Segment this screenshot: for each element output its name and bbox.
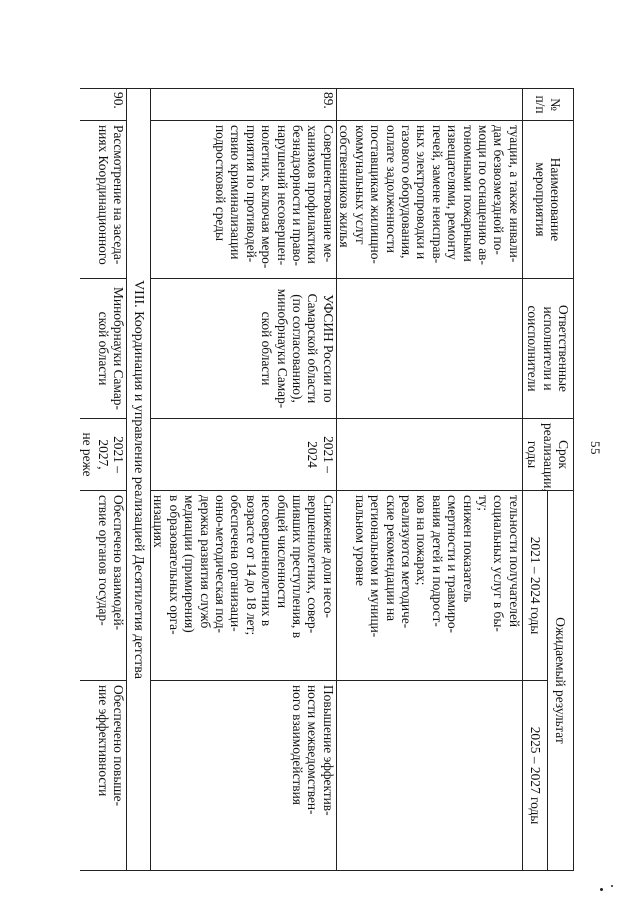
text-line: региональном и муници- [368,495,384,638]
text-line: социальных услуг в бы- [491,495,507,632]
cell-executors [80,279,127,419]
cell-name [151,121,337,279]
text-line: дам безвозмездной по- [491,125,507,255]
text-line: Рассмотрение на заседа- [111,125,127,265]
text-line: нарушений несовершен- [274,125,290,266]
page-number: 55 [588,441,603,455]
text-line: вершеннолетних, совер- [305,495,321,634]
text-line: 2021 – 2027, [95,436,127,473]
text-line: печей, замене неисправ- [429,125,445,264]
header-result: Ожидаемый результат [548,491,574,871]
header-executors: Ответственные исполнители и соисполнители [522,279,573,419]
text-line: ных электропроводки и [414,125,430,260]
text-line: оплате задолженности [383,125,399,253]
text-line: ской области [95,311,111,386]
text-line: онно-методическая под- [213,495,229,634]
cell-result-2025-2027 [151,681,337,871]
text-line: собственников жилья [337,125,353,248]
cell-executors [336,279,522,419]
cell-result-2021-2024 [151,491,337,681]
text-line: УФСИН России по [320,294,336,403]
cell-name [336,121,522,279]
text-line: несовершеннолетних в [259,495,275,627]
text-line: Обеспечено взаимодей- [111,495,127,631]
text-line: Совершенствование ме- [320,125,336,263]
document-sheet [54,88,574,870]
text-line: ков на пожарах; [414,495,430,586]
header-name: Наименование мероприятия [522,121,573,279]
header-result-2021-2024: 2021 – 2024 годы [522,491,548,681]
text-line: Минобрнауки Самар- [111,287,127,410]
cell-num: 89. [151,89,337,121]
cell-term [80,419,127,491]
cell-num [336,89,522,121]
text-line: тономными пожарными [460,125,476,262]
text-line: ту; [475,495,491,511]
cell-term: 2021 – 2024 [151,419,337,491]
section-heading-row [127,89,151,871]
text-line: ствие органов государ- [95,495,111,626]
section-title: VIII. Координация и управление реализацией Десятилетия детства [127,89,151,871]
header-result-2025-2027: 2025 – 2027 годы [522,681,548,871]
cell-name [80,121,127,279]
text-line: низациях [151,495,167,548]
text-line: Обеспечено повыше- [111,685,127,807]
text-line: коммунальных услуг [352,125,368,245]
text-line: ствию криминализации [228,125,244,260]
text-line: Снижение доли несо- [320,495,336,618]
header-num: № п/п [522,89,573,121]
text-line: ниях Координационного [95,125,111,265]
cell-term [336,419,522,491]
text-line: безнадзорности и право- [290,125,306,266]
text-line: обеспечена организаци- [228,495,244,632]
measures-table [80,88,574,871]
cell-result-2021-2024 [336,491,522,681]
cell-result-2025-2027 [336,681,522,871]
cell-num: 90. [80,89,127,121]
text-line: тельности получателей [506,495,522,628]
text-line: минобрнауки Самар- [274,288,290,409]
text-line: туации, а также инвали- [506,125,522,263]
text-line: поставщикам жилищно- [368,125,384,264]
table-header [522,89,573,871]
header-term: Срок реализации, годы [522,419,573,491]
text-line: в образовательных орга- [166,495,182,635]
table-row-89 [151,89,337,871]
text-line: шивших преступления, в [290,495,306,639]
cell-executors [151,279,337,419]
text-line: Повышение эффектив- [320,685,336,816]
text-line: не реже [80,432,96,477]
text-line: вания детей и подрост- [429,495,445,627]
text-line: снижен показатель [460,495,476,603]
cell-result-2021-2024 [80,491,127,681]
text-line: извещателями, ремонту [445,125,461,260]
text-line: ного взаимодействия [290,685,306,805]
text-line: пальном уровне [352,495,368,586]
text-line: держка развития служб [197,495,213,629]
text-line: приятия по противодей- [243,125,259,263]
table-row-90 [80,89,127,871]
text-line: смертности и травмиро- [445,495,461,633]
text-line: ские рекомендации на [383,495,399,622]
text-line: общей численности [274,495,290,609]
text-line: ние эффективности [95,685,111,797]
text-line: Самарской области [305,293,321,404]
text-line: нолетних, включая меро- [259,125,275,269]
text-line: газового оборудования, [398,125,414,259]
text-line: (по согласованию), [290,294,306,403]
text-line: возрасте от 14 до 18 лет; [243,495,259,636]
text-line: ности межведомствен- [305,685,321,815]
text-line: ханизмов профилактики [305,125,321,264]
text-line: мощи по оснащению ав- [475,125,491,265]
text-line: подростковой среды [213,125,229,241]
text-line: реализуются методиче- [398,495,414,629]
table-row-continuation [336,89,522,871]
text-line: ской области [259,311,275,386]
cell-result-2025-2027 [80,681,127,871]
text-line: медиации (примирения) [182,495,198,633]
